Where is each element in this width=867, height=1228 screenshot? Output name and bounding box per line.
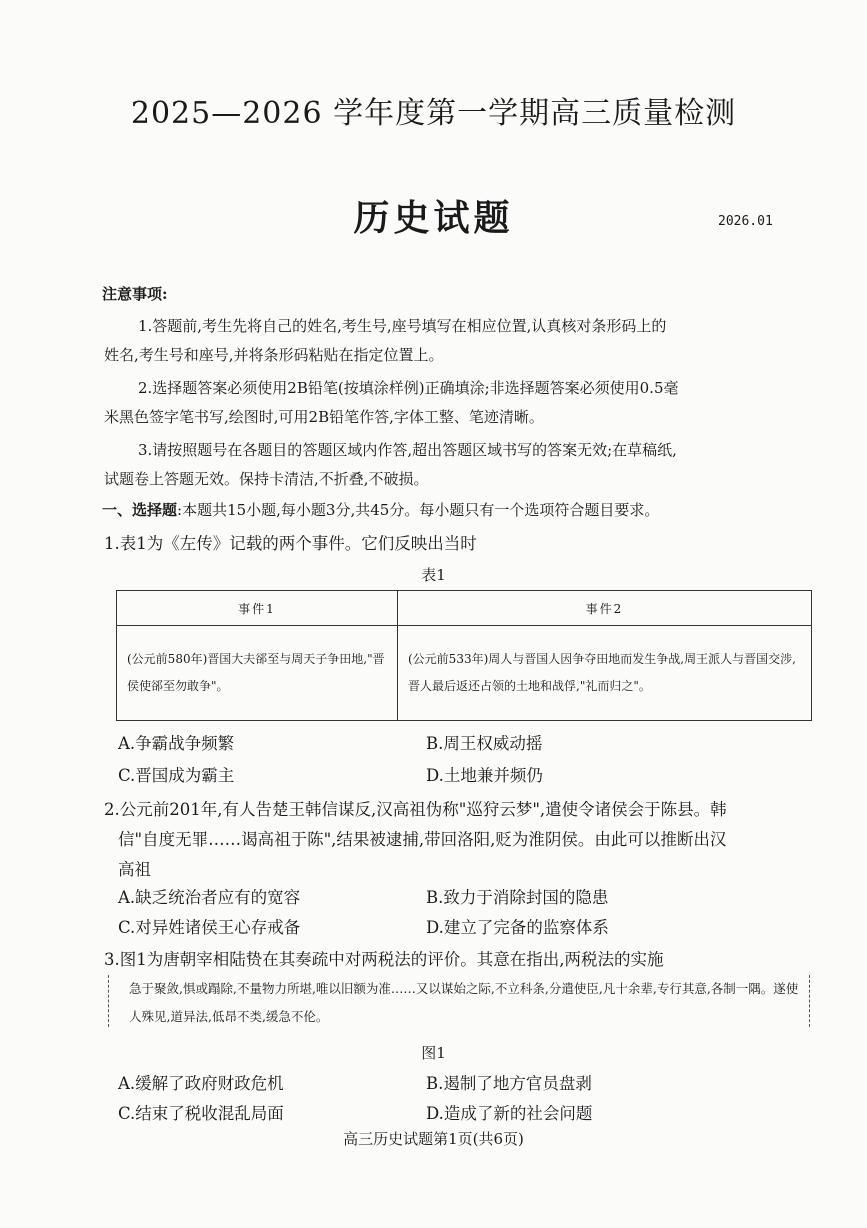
q2-option-a: A.缺乏统治者应有的宽容 (118, 888, 301, 907)
notice-item-2-line1: 2.选择题答案必须使用2B铅笔(按填涂样例)正确填涂;非选择题答案必须使用0.5毫 (138, 379, 679, 397)
q2-option-b: B.致力于消除封国的隐患 (426, 888, 609, 907)
q1-option-d: D.土地兼并频仍 (426, 766, 543, 785)
table-caption: 表1 (421, 566, 446, 584)
notice-item-3-line2: 试题卷上答题无效。保持卡清洁,不折叠,不破损。 (104, 470, 429, 488)
subject-title: 历史试题 (353, 197, 514, 239)
notice-heading: 注意事项: (102, 285, 168, 303)
exam-title: 2025—2026 学年度第一学期高三质量检测 (130, 96, 737, 131)
table-cell-event-1: (公元前580年)晋国大夫郤至与周天子争田地,"晋侯使郤至勿敢争"。 (127, 652, 385, 693)
question-3-stem: 3.图1为唐朝宰相陆贽在其奏疏中对两税法的评价。其意在指出,两税法的实施 (104, 950, 664, 969)
q1-option-a: A.争霸战争频繁 (118, 734, 235, 753)
question-2-line1: 2.公元前201年,有人告楚王韩信谋反,汉高祖伪称"巡狩云梦",遣使令诸侯会于陈县。韩 (104, 800, 727, 819)
table-header-row (117, 591, 812, 626)
table-row (117, 626, 812, 721)
notice-item-3-line1: 3.请按照题号在各题目的答题区域内作答,超出答题区域书写的答案无效;在草稿纸, (138, 441, 677, 459)
notice-item-1-line1: 1.答题前,考生先将自己的姓名,考生号,座号填写在相应位置,认真核对条形码上的 (138, 317, 667, 335)
question-1-stem: 1.表1为《左传》记载的两个事件。它们反映出当时 (104, 534, 477, 553)
notice-item-2-line2: 米黑色签字笔书写,绘图时,可用2B铅笔作答,字体工整、笔迹清晰。 (104, 408, 544, 426)
exam-date: 2026.01 (718, 214, 773, 229)
question-2-line2: 信"自度无罪……谒高祖于陈",结果被逮捕,带回洛阳,贬为淮阴侯。由此可以推断出汉 (118, 830, 727, 849)
q3-option-b: B.遏制了地方官员盘剥 (426, 1074, 592, 1093)
notice-item-1-line2: 姓名,考生号和座号,并将条形码粘贴在指定位置上。 (104, 346, 444, 364)
q2-option-c: C.对异姓诸侯王心存戒备 (118, 918, 301, 937)
q3-option-d: D.造成了新的社会问题 (426, 1104, 593, 1123)
figure-1-quote-box (108, 975, 810, 1027)
table-header-event-2: 事件2 (398, 591, 812, 626)
section-description: :本题共15小题,每小题3分,共45分。每小题只有一个选项符合题目要求。 (177, 501, 660, 519)
section-label: 一、选择题 (102, 501, 178, 519)
question-2-line3: 高祖 (118, 860, 151, 879)
figure-1-quote: 急于聚敛,惧或蹋除,不量物力所堪,唯以旧额为准……又以谋始之际,不立科条,分遣使臣,凡十余辈,专行其意,各制一隅。遂使人殊见,道异法,低昂不类,缓急不伦。 (129, 981, 799, 1024)
q2-option-d: D.建立了完备的监察体系 (426, 918, 609, 937)
figure-caption: 图1 (421, 1044, 446, 1062)
section-header (102, 500, 659, 520)
page-footer: 高三历史试题第1页(共6页) (343, 1130, 524, 1148)
q1-option-c: C.晋国成为霸主 (118, 766, 235, 785)
q3-option-c: C.结束了税收混乱局面 (118, 1104, 284, 1123)
q1-option-b: B.周王权威动摇 (426, 734, 543, 753)
q3-option-a: A.缓解了政府财政危机 (118, 1074, 284, 1093)
events-table (116, 590, 812, 721)
table-header-event-1: 事件1 (117, 591, 398, 626)
table-cell-event-2: (公元前533年)周人与晋国人因争夺田地而发生争战,周王派人与晋国交涉,晋人最后返还占领的土地和战俘,"礼而归之"。 (408, 652, 796, 693)
